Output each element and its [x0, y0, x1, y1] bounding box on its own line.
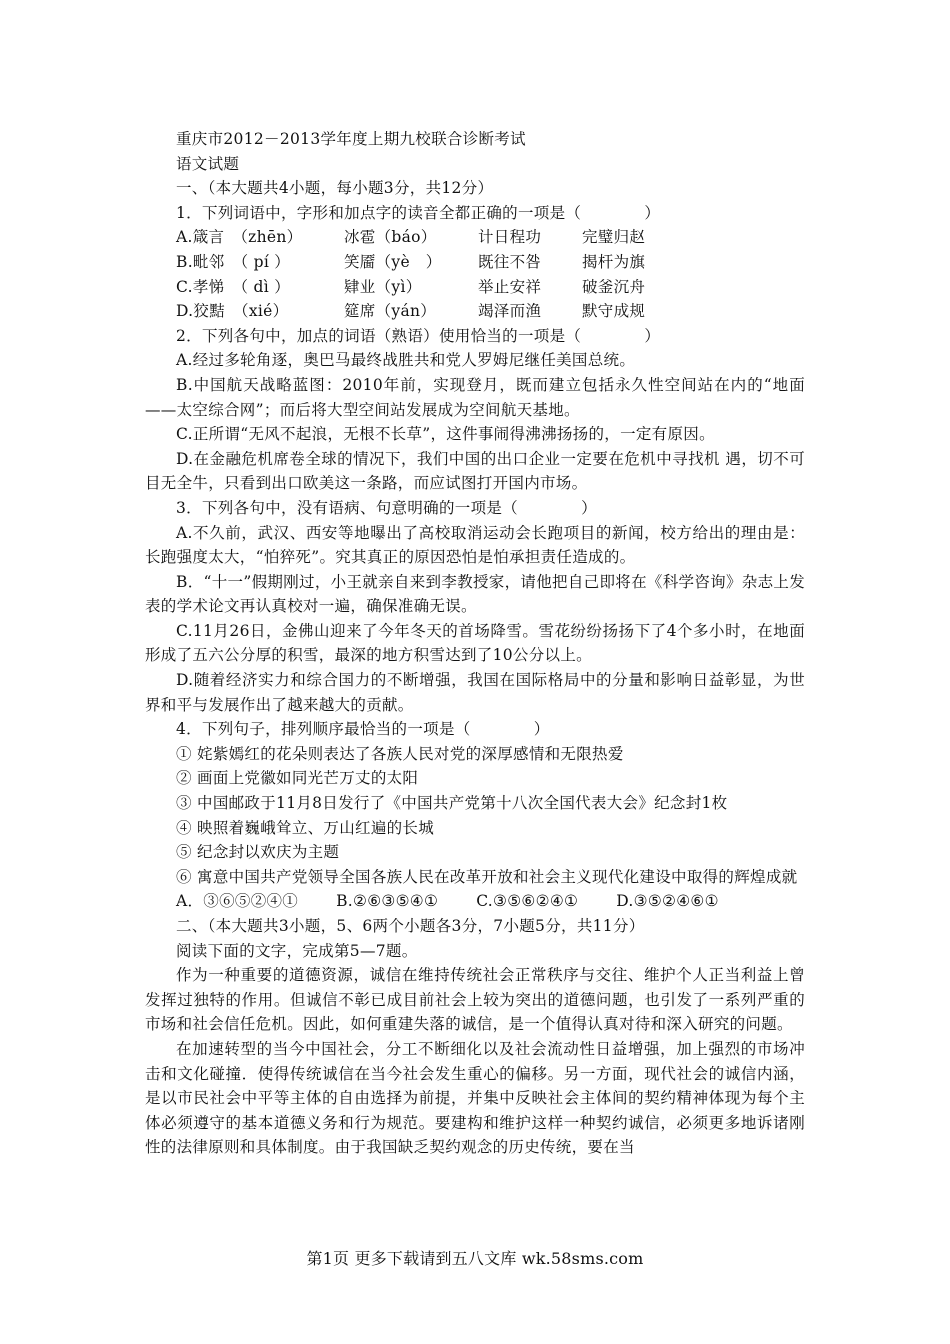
answer-b: B.②⑥③⑤④①	[336, 892, 439, 911]
section-1-header: 一、（本大题共4小题，每小题3分，共12分）	[176, 179, 494, 198]
question-4-answers	[145, 889, 805, 914]
question-3-option-d: D.随着经济实力和综合国力的不断增强，我国在国际格局中的分量和影响日益彰显，为世界和平与发展作出了越来越大的贡献。	[145, 671, 805, 714]
exam-title: 重庆市2012－2013学年度上期九校联合诊断考试	[176, 130, 526, 148]
question-2-option-c: C.正所谓“无风不起浪，无根不长草”，这件事闹得沸沸扬扬的，一定有原因。	[176, 425, 715, 444]
question-3-option-b: B．“十一”假期刚过，小王就亲自来到李教授家，请他把自己即将在《科学咨询》杂志上发表的学术论文再认真校对一遍，确保准确无误。	[145, 572, 805, 616]
question-3-option-c: C.11月26日，金佛山迎来了今年冬天的首场降雪。雪花纷纷扬扬下了4个多小时，在地面形成了五六公分厚的积雪，最深的地方积雪达到了10公分以上。	[145, 621, 805, 665]
question-4-item-5: ⑤ 纪念封以欢庆为主题	[176, 843, 340, 862]
reading-paragraph-1: 作为一种重要的道德资源，诚信在维持传统社会正常秩序与交往、维护个人正当利益上曾发挥过独特的作用。但诚信不彰已成目前社会上较为突出的道德问题，也引发了一系列严重的市场和社会信任危机。因此，如何重建失落的诚信，是一个值得认真对待和深入研究的问题。	[145, 966, 805, 1034]
answer-d: D.③⑤②④⑥①	[616, 892, 719, 911]
question-4-item-6: ⑥ 寓意中国共产党领导全国各族人民在改革开放和社会主义现代化建设中取得的辉煌成就	[176, 867, 798, 886]
question-4-item-2: ② 画面上党徽如同光芒万丈的太阳	[176, 769, 419, 788]
question-3-stem: 3．下列各句中，没有语病、句意明确的一项是（ ）	[176, 498, 597, 517]
question-1-option-c: C.孝悌 （ dì ） 肄业（yì） 举止安祥 破釜沉舟	[176, 277, 646, 296]
reading-paragraph-2: 在加速转型的当今中国社会，分工不断细化以及社会流动性日益增强，加上强烈的市场冲击和文化碰撞．使得传统诚信在当今社会发生重心的偏移。另一方面，现代社会的诚信内涵，是以市民社会中平等主体的自由选择为前提，并集中反映社会主体间的契约精神体现为每个主体必须遵守的基本道德义务和行为规范。要建构和维护这样一种契约诚信，必须更多地诉诸刚性的法律原则和具体制度。由于我国缺乏契约观念的历史传统，要在当	[145, 1039, 805, 1157]
question-2-stem: 2．下列各句中，加点的词语（熟语）使用恰当的一项是（ ）	[176, 326, 661, 345]
question-2-option-b: B.中国航天战略蓝图：2010年前，实现登月，既而建立包括永久性空间站在内的“地面——太空综合网”；而后将大型空间站发展成为空间航天基地。	[145, 375, 805, 419]
exam-subtitle: 语文试题	[176, 154, 240, 173]
question-1-stem: 1．下列词语中，字形和加点字的读音全都正确的一项是（ ）	[176, 203, 661, 222]
question-1-option-d: D.狡黠 （xié） 筵席（yán） 竭泽而渔 默守成规	[176, 302, 646, 321]
question-1-option-a: A.箴言 （zhēn） 冰雹（báo） 计日程功 完璧归赵	[176, 228, 646, 247]
question-4-item-3: ③ 中国邮政于11月8日发行了《中国共产党第十八次全国代表大会》纪念封1枚	[176, 794, 728, 813]
question-2-option-a: A.经过多轮角逐，奥巴马最终战胜共和党人罗姆尼继任美国总统。	[176, 351, 636, 370]
question-2-option-d: D.在金融危机席卷全球的情况下，我们中国的出口企业一定要在危机中寻找机 遇，切不可目无全牛，只看到出口欧美这一条路，而应试图打开国内市场。	[145, 449, 805, 493]
document-body	[145, 127, 805, 1160]
question-1-option-b: B.毗邻 （ pí ） 笑靥（yè ） 既往不咎 揭杆为旗	[176, 252, 646, 271]
question-4-stem: 4．下列句子，排列顺序最恰当的一项是（ ）	[176, 720, 550, 739]
question-3-option-a: A.不久前，武汉、西安等地曝出了高校取消运动会长跑项目的新闻，校方给出的理由是：长跑强度太大，“怕猝死”。究其真正的原因恐怕是怕承担责任造成的。	[145, 523, 805, 567]
answer-c: C.③⑤⑥②④①	[476, 892, 579, 911]
section-2-header: 二、（本大题共3小题，5、6两个小题各3分，7小题5分，共11分）	[176, 917, 645, 935]
page-footer: 第1页 更多下载请到五八文库 wk.58sms.com	[306, 1249, 644, 1268]
question-4-item-4: ④ 映照着巍峨耸立、万山红遍的长城	[176, 818, 435, 837]
reading-instruction: 阅读下面的文字，完成第5—7题。	[176, 941, 418, 960]
question-4-item-1: ① 姹紫嫣红的花朵则表达了各族人民对党的深厚感情和无限热爱	[176, 744, 624, 763]
answer-a: A．③⑥⑤②④①	[176, 892, 299, 911]
